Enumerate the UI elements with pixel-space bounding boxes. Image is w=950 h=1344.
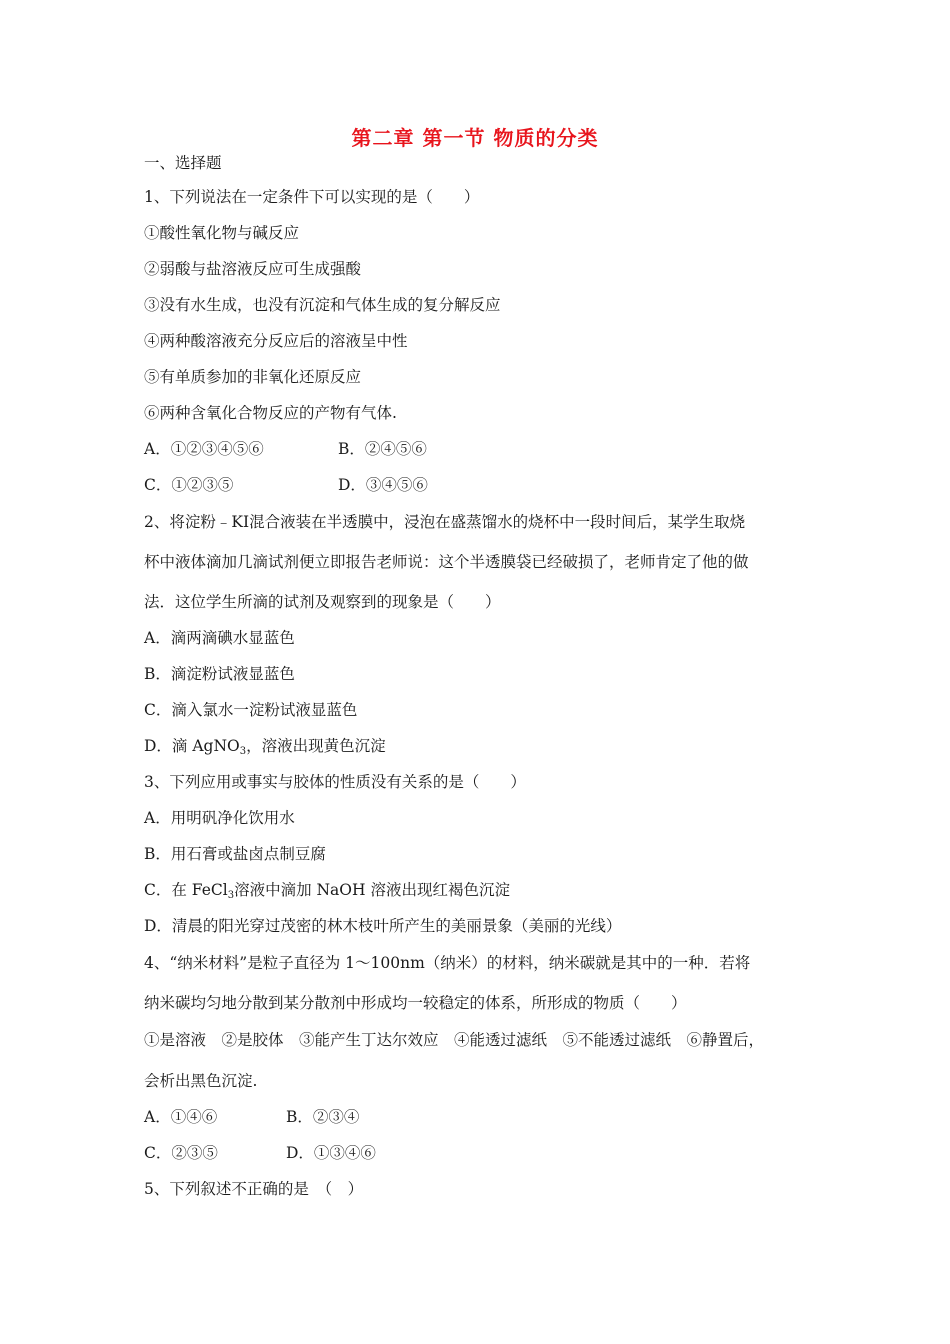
question-2-option-a: A．滴两滴碘水显蓝色: [144, 629, 295, 647]
option-c-text-rest: 溶液中滴加 NaOH 溶液出现红褐色沉淀: [234, 881, 510, 899]
question-1-item: ⑥两种含氧化合物反应的产物有气体.: [144, 404, 397, 422]
question-1-item: ⑤有单质参加的非氧化还原反应: [144, 368, 362, 386]
question-1-option-d: D．③④⑤⑥: [338, 476, 428, 494]
question-2-stem-line-3: 法．这位学生所滴的试剂及观察到的现象是（ ）: [144, 593, 501, 611]
question-4-stem-line-2: 纳米碳均匀地分散到某分散剂中形成均一较稳定的体系，所形成的物质（ ）: [144, 994, 687, 1012]
question-2-option-b: B．滴淀粉试液显蓝色: [144, 665, 295, 683]
question-1-item: ②弱酸与盐溶液反应可生成强酸: [144, 260, 362, 278]
section-heading: 一、选择题: [144, 154, 222, 172]
question-3-stem: 3、下列应用或事实与胶体的性质没有关系的是（ ）: [144, 773, 526, 791]
question-3-option-b: B．用石膏或盐卤点制豆腐: [144, 845, 326, 863]
question-4-stem-line-3: ①是溶液 ②是胶体 ③能产生丁达尔效应 ④能透过滤纸 ⑤不能透过滤纸 ⑥静置后，: [144, 1031, 765, 1049]
option-c-text: C．在 FeCl: [144, 881, 228, 899]
question-3-option-a: A．用明矾净化饮用水: [144, 809, 295, 827]
question-2-stem-line-2: 杯中液体滴加几滴试剂便立即报告老师说：这个半透膜袋已经破损了，老师肯定了他的做: [144, 553, 749, 571]
question-1-option-c: C．①②③⑤: [144, 476, 234, 494]
question-4-option-a: A．①④⑥: [144, 1108, 218, 1126]
question-1-stem: 1、下列说法在一定条件下可以实现的是（ ）: [144, 188, 480, 206]
option-d-text: D．滴 AgNO: [144, 737, 240, 755]
question-2-stem-line-1: 2、将淀粉﹣KI混合液装在半透膜中，浸泡在盛蒸馏水的烧杯中一段时间后，某学生取烧: [144, 513, 746, 531]
question-1-option-a: A．①②③④⑤⑥: [144, 440, 264, 458]
subscript: 3: [227, 890, 235, 901]
question-5-stem: 5、下列叙述不正确的是 （ ）: [144, 1180, 364, 1198]
question-4-option-c: C．②③⑤: [144, 1144, 218, 1162]
question-2-option-c: C．滴入氯水一淀粉试液显蓝色: [144, 701, 358, 719]
question-2-option-d: [144, 736, 386, 756]
question-4-stem-line-4: 会析出黑色沉淀.: [144, 1072, 258, 1090]
option-d-text-rest: ，溶液出现黄色沉淀: [246, 737, 386, 755]
question-1-option-b: B．②④⑤⑥: [338, 440, 427, 458]
question-3-option-c: [144, 880, 510, 900]
page-title: 第二章 第一节 物质的分类: [351, 126, 599, 150]
question-4-stem-line-1: 4、“纳米材料”是粒子直径为 1～100nm（纳米）的材料，纳米碳就是其中的一种．若将: [144, 954, 751, 972]
question-3-option-d: D．清晨的阳光穿过茂密的林木枝叶所产生的美丽景象（美丽的光线）: [144, 917, 622, 935]
question-4-option-d: D．①③④⑥: [286, 1144, 376, 1162]
subscript: 3: [239, 746, 247, 757]
question-1-item: ①酸性氧化物与碱反应: [144, 224, 300, 242]
question-1-item: ④两种酸溶液充分反应后的溶液呈中性: [144, 332, 408, 350]
question-4-option-b: B．②③④: [286, 1108, 360, 1126]
question-1-item: ③没有水生成，也没有沉淀和气体生成的复分解反应: [144, 296, 501, 314]
